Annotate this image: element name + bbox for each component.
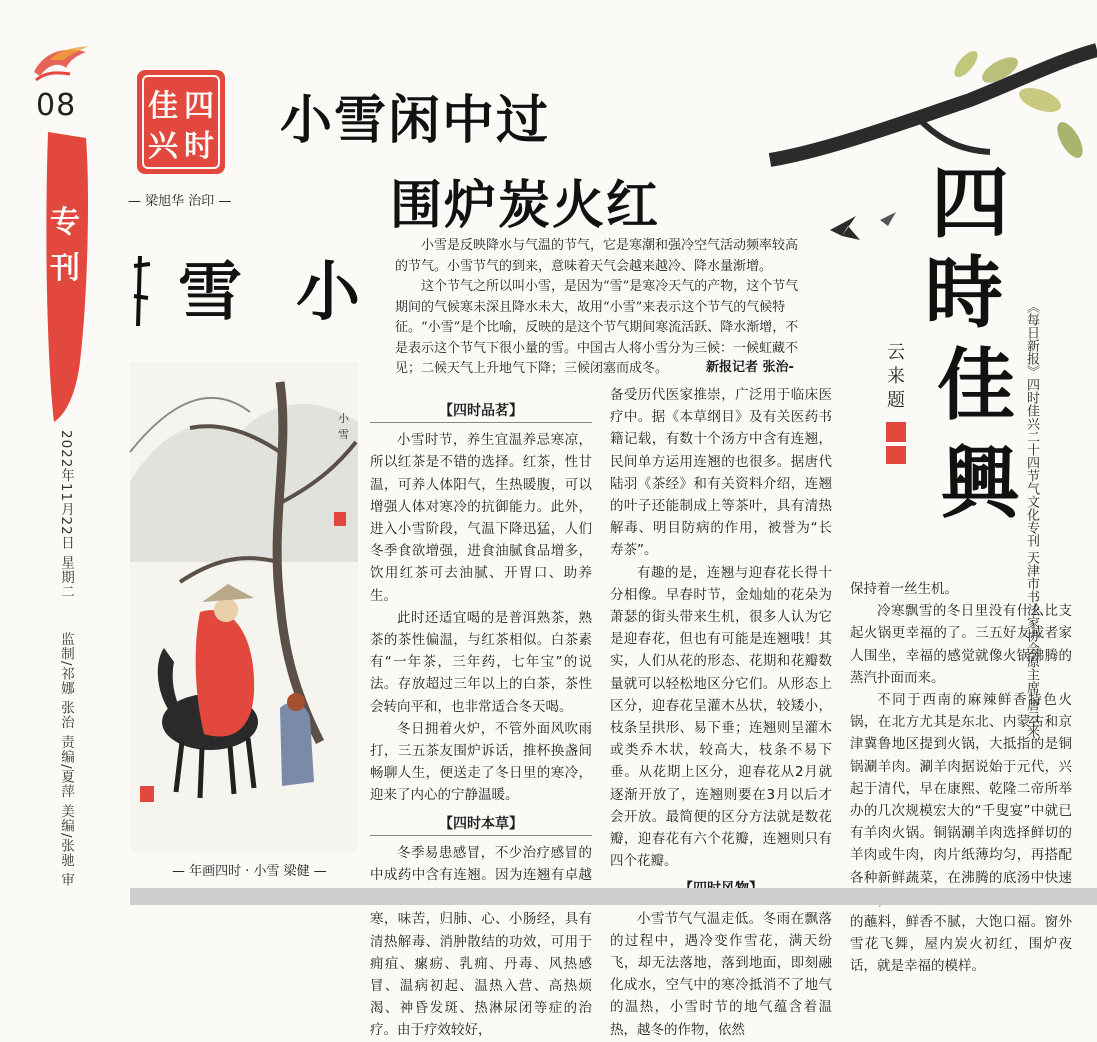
svg-text:時: 時: [924, 248, 1004, 339]
painting-caption: — 年画四时 · 小雪 梁健 —: [172, 864, 327, 879]
col1-para-4: 冬季易患感冒，不少治疗感冒的中成药中含有连翘。因为连翘有卓越 寒，味苦，归肺、心、小肠经，具有清热解毒、消肿散结的功效，可用于痈疽、瘰疬、乳痈、丹毒、风热感冒、温病初起、温热入营、高热烦渴、神昏发斑、热淋尿闭等症的治疗。由于疗效较好，: [370, 844, 592, 1039]
svg-text:云: 云: [887, 342, 905, 363]
svg-text:来: 来: [887, 366, 905, 387]
col2-para-1: 备受历代医家推崇，广泛用于临床医疗中。据《本草纲目》及有关医药书籍记载，有数十个汤方中含有连翘，民间单方运用连翘的也很多。据唐代陆羽《茶经》和有关资料介绍，连翘的叶子还能制成上等茶叶，具有清热解毒、明目防病的作用，被誉为“长寿茶”。: [610, 387, 832, 559]
headline-line-2: 围炉炭火红: [390, 176, 661, 236]
col1-para-2: 此时还适宜喝的是普洱熟茶，熟茶的茶性偏温，与红茶相似。白茶素有“一年茶，三年药，七年宝”的说法。存放超过三年以上的白茶，茶性会转向平和，也非常适合冬天喝。: [370, 609, 592, 715]
issue-date: 2022年11月22日 星期二: [58, 430, 74, 600]
byline: 新报记者 张治-: [706, 360, 794, 375]
article-column-1: [370, 394, 592, 1039]
col3-para-1: 保持着一丝生机。: [850, 581, 958, 597]
article-column-2: [610, 384, 832, 1038]
staff-credits: 监制/祁娜 张治 责编/夏萍 美编/张驰 审: [58, 632, 74, 888]
bottom-edge-bar: [130, 888, 1097, 905]
article-column-3: [850, 578, 1072, 975]
col1-para-1: 小雪时节，养生宜温养忌寒凉，所以红茶是不错的选择。红茶，性甘温，可养人体阳气，生热暖腹，可以增强人体对寒冷的抗御能力。此外，进入小雪阶段，气温下降迅猛，人们冬季食欲增强，进食油腻食品增多，饮用红茶可去油腻、开胃口、助养生。: [370, 432, 592, 604]
svg-text:雪: 雪: [178, 255, 242, 330]
col3-para-3: 不同于西南的麻辣鲜香特色火锅，在北方尤其是东北、内蒙古和京津冀鲁地区提到火锅，大抵指的是铜锅涮羊肉。涮羊肉据说始于元代，兴起于清代，早在康熙、乾隆二帝所举办的几次规模宏大的“千叟宴”中就已有羊肉火锅。铜锅涮羊肉选择鲜切的羊肉或牛肉，肉片纸薄均匀，再搭配各种新鲜蔬菜，在沸腾的底汤中快速 的蘸料，鲜香不腻，大饱口福。窗外雪花飞舞，屋内炭火初红，围炉夜话，就是幸福的模样。: [850, 692, 1072, 975]
svg-text:雪: 雪: [338, 428, 349, 441]
svg-text:兴: 兴: [148, 129, 178, 164]
xiaoxue-calligraphy: [128, 236, 368, 340]
headline-line-1: 小雪闲中过: [280, 91, 551, 151]
heading-sishi-pinming: 【四时品茗】: [370, 400, 592, 423]
lead-para-2: 这个节气之所以叫小雪，是因为“雪”是寒冷天气的产物，这个节气期间的气候寒未深且降水未大，故用“小雪”来表示这个节气的气候特征。“小雪”是个比喻，反映的是这个节气期间寒流活跃、降水渐增，不是表示这个节气下很小量的雪。中国古人将小雪分为三候：一候虹藏不见；二候天气上升地气下降；三候闭塞而成冬。: [395, 279, 799, 376]
ink-painting: [130, 362, 358, 852]
left-margin-strip: [0, 0, 92, 905]
red-seal-stamp: [135, 68, 227, 176]
section-label-char-2: 刊: [50, 251, 80, 286]
col1-para-3: 冬日拥着火炉，不管外面风吹雨打，三五茶友围炉诉话，推杯换盏间畅聊人生，便送走了冬日里的寒冷，迎来了内心的宁静温暖。: [370, 720, 592, 804]
svg-text:四: 四: [184, 89, 214, 124]
svg-text:题: 题: [887, 390, 905, 411]
lead-para-1: 小雪是反映降水与气温的节气，它是寒潮和强冷空气活动频率较高的节气。小雪节气的到来，意味着天气会越来越冷、降水量渐增。: [395, 238, 799, 274]
svg-text:时: 时: [184, 129, 214, 164]
svg-text:興: 興: [940, 438, 1020, 529]
svg-text:佳: 佳: [148, 89, 178, 124]
col2-para-3: 小雪节气气温走低。冬雨在飘落的过程中，遇冷变作雪花，满天纷飞，却无法落地，落到地面，即刻融化成水，空气中的寒冷抵消不了地气的温热，小雪时节的地气蕴含着温热，越冬的作物，依然: [610, 910, 832, 1038]
calligrapher-signature: [876, 336, 916, 466]
svg-text:四: 四: [930, 158, 1010, 249]
col3-para-2: 冷寒飘雪的冬日里没有什么比支起火锅更幸福的了。三五好友或者家人围坐，幸福的感觉就像火锅沸腾的蒸汽扑面而来。: [850, 603, 1072, 686]
page-number: 08: [36, 88, 77, 123]
seal-credit: — 梁旭华 治印 —: [128, 194, 232, 209]
svg-text:佳: 佳: [936, 340, 1016, 431]
headline: [280, 78, 660, 238]
section-label: [48, 200, 82, 292]
svg-text:小: 小: [338, 412, 349, 425]
svg-text:小: 小: [296, 255, 360, 330]
section-label-char-1: 专: [50, 205, 80, 240]
calligraphy-side-credit: 《每日新报》四时佳兴二十四节气文化专刊 天津市书法家协会原主席 唐云来: [1024, 300, 1039, 738]
col2-para-2: 有趣的是，连翘与迎春花长得十分相像。早春时节，金灿灿的花朵为萧瑟的街头带来生机，很多人认为它是迎春花，但也有可能是连翘哦！其实，人们从花的形态、花期和花瓣数量就可以轻松地区分它们。从形态上区分，迎春花呈灌木丛状，较矮小，枝条呈拱形、易下垂；连翘则呈灌木或类乔木状，较高大，枝条不易下垂。从花期上区分，迎春花从2月就逐渐开放了，连翘则要在3月以后才会开放。最简便的区分方法就是数花瓣，迎春花有六个花瓣，连翘则只有四个花瓣。: [610, 564, 832, 870]
heading-sishi-bencao: 【四时本草】: [370, 813, 592, 836]
dragon-ornament-icon: [30, 42, 92, 86]
